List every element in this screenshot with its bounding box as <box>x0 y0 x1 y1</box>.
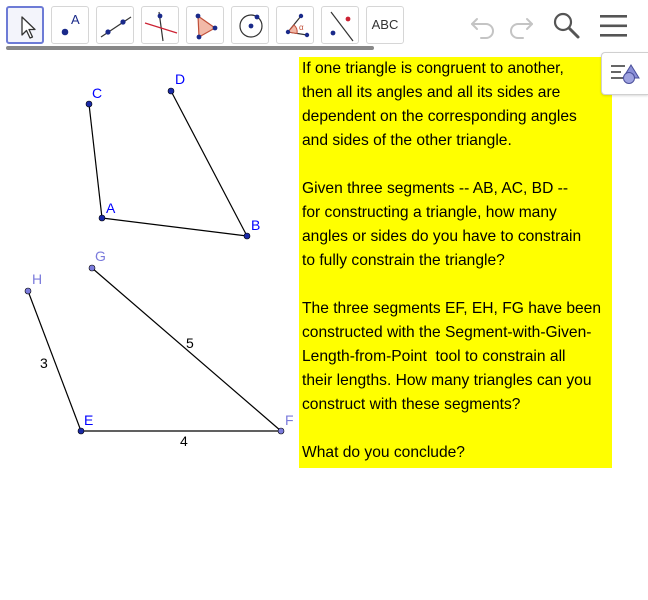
length-label-eh: 3 <box>40 355 48 371</box>
text-paragraph-3: The three segments EF, EH, FG have been constructed with the Segment-with-Given- Length-from-Point tool to constrain all their lengths. How many triangles can you construct with these segments? <box>302 300 602 413</box>
length-label-ef: 4 <box>180 433 188 449</box>
instruction-text-box[interactable] <box>299 57 612 468</box>
point-e[interactable] <box>78 428 84 434</box>
label-f: F <box>285 412 294 428</box>
point-h[interactable] <box>25 288 31 294</box>
label-b: B <box>251 217 261 233</box>
toolbar <box>0 0 648 50</box>
label-g: G <box>95 248 106 264</box>
text-tool[interactable] <box>366 6 404 44</box>
reflect-tool[interactable] <box>321 6 359 44</box>
move-tool[interactable] <box>6 6 44 44</box>
text-paragraph-1: If one triangle is congruent to another, then all its angles and all its sides are dependent on the corresponding angles and sides of the other triangle. <box>302 60 577 149</box>
segment-bd[interactable] <box>171 91 247 236</box>
label-c: C <box>92 85 103 101</box>
label-h: H <box>32 271 43 287</box>
angle-icon <box>277 7 315 45</box>
arrow-pointer-icon <box>8 8 46 46</box>
text-paragraph-2: Given three segments -- AB, AC, BD -- for constructing a triangle, how many angles or sides do you have to constrain to fully constrain the triangle? <box>302 180 582 269</box>
line-tool[interactable] <box>96 6 134 44</box>
algebra-view-toggle[interactable] <box>601 52 648 95</box>
line-icon <box>97 7 135 45</box>
menu-icon[interactable] <box>598 10 630 42</box>
point-tool-label: A <box>71 12 80 27</box>
point-c[interactable] <box>86 101 92 107</box>
text-paragraph-4: What do you conclude? <box>302 444 465 461</box>
point-f[interactable] <box>278 428 284 434</box>
perpendicular-line-icon <box>142 7 180 45</box>
label-e: E <box>84 412 94 428</box>
label-d: D <box>175 71 186 87</box>
point-g[interactable] <box>89 265 95 271</box>
label-a: A <box>106 200 116 216</box>
algebra-view-icon <box>602 53 648 95</box>
reflect-icon <box>322 7 360 45</box>
redo-icon[interactable] <box>506 10 536 40</box>
perpendicular-tool[interactable] <box>141 6 179 44</box>
search-icon[interactable] <box>551 10 583 42</box>
circle-tool[interactable] <box>231 6 269 44</box>
polygon-tool[interactable] <box>186 6 224 44</box>
text-tool-label: ABC <box>371 17 399 32</box>
point-d[interactable] <box>168 88 174 94</box>
segment-ab[interactable] <box>102 218 247 236</box>
point-tool[interactable] <box>51 6 89 44</box>
point-icon <box>52 7 90 45</box>
undo-icon[interactable] <box>468 10 498 40</box>
segment-ac[interactable] <box>89 104 102 218</box>
polygon-icon <box>187 7 225 45</box>
angle-tool[interactable] <box>276 6 314 44</box>
circle-icon <box>232 7 270 45</box>
segment-eh[interactable] <box>28 291 81 431</box>
point-a[interactable] <box>99 215 105 221</box>
point-b[interactable] <box>244 233 250 239</box>
svg-text:α: α <box>299 23 304 32</box>
length-label-fg: 5 <box>186 335 194 351</box>
